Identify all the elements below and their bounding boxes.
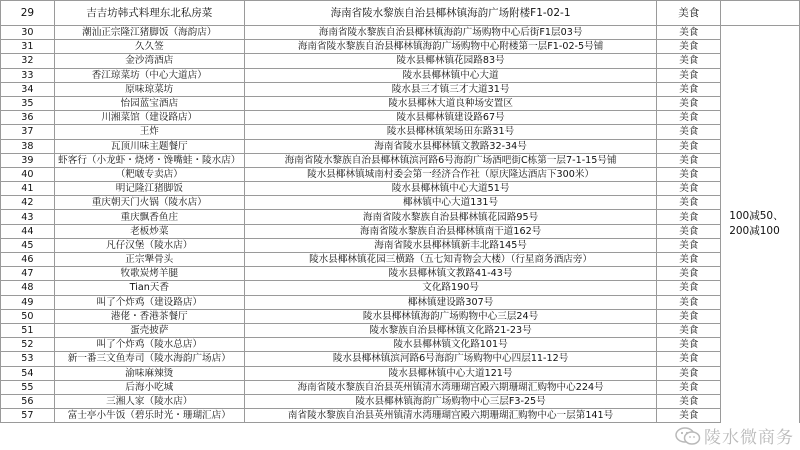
- category: 美食: [657, 380, 721, 394]
- row-number: 36: [1, 111, 55, 125]
- table-row: [1, 366, 800, 380]
- merchant-address: 陵水县椰林镇中心大道51号: [244, 182, 657, 196]
- table-row: [1, 210, 800, 224]
- row-number: 31: [1, 40, 55, 54]
- row-number: 29: [1, 1, 55, 26]
- row-number: 54: [1, 366, 55, 380]
- table-row: [1, 182, 800, 196]
- table-row: [1, 111, 800, 125]
- merchant-name: 久久签: [54, 40, 244, 54]
- table-row: [1, 1, 800, 26]
- watermark: [673, 423, 796, 448]
- row-number: 49: [1, 295, 55, 309]
- table-row: [1, 139, 800, 153]
- category: 美食: [657, 1, 721, 26]
- merchant-name: 潮汕正宗隆江猪脚饭（海韵店）: [54, 26, 244, 40]
- discount-empty-cell: [721, 1, 800, 26]
- table-row: [1, 125, 800, 139]
- table-row: [1, 409, 800, 423]
- category: 美食: [657, 111, 721, 125]
- table-row: [1, 394, 800, 408]
- table-row: [1, 153, 800, 167]
- table-body: [1, 1, 800, 423]
- merchant-address: 陵水县椰林镇文化路101号: [244, 338, 657, 352]
- merchant-address: 陵水县椰林镇建设路67号: [244, 111, 657, 125]
- merchant-address: 陵水县椰林镇海韵广场购物中心三层F3-25号: [244, 394, 657, 408]
- category: 美食: [657, 267, 721, 281]
- table-row: [1, 267, 800, 281]
- category: 美食: [657, 309, 721, 323]
- row-number: 55: [1, 380, 55, 394]
- table-row: [1, 224, 800, 238]
- merchant-name: 金沙湾酒店: [54, 54, 244, 68]
- discount-note: 100减50、200减100: [721, 26, 800, 423]
- merchant-address: 陵水县椰林镇中心大道: [244, 68, 657, 82]
- table-row: [1, 82, 800, 96]
- merchant-address: 椰林镇中心大道131号: [244, 196, 657, 210]
- merchant-address: 陵水县椰林镇架场田东路31号: [244, 125, 657, 139]
- merchant-name: 吉吉坊韩式料理东北私房菜: [54, 1, 244, 26]
- row-number: 50: [1, 309, 55, 323]
- row-number: 32: [1, 54, 55, 68]
- row-number: 56: [1, 394, 55, 408]
- table-row: [1, 352, 800, 366]
- row-number: 47: [1, 267, 55, 281]
- merchant-address: 陵水县椰林镇滨河路6号海韵广场购物中心四层11-12号: [244, 352, 657, 366]
- merchant-address: 陵水县椰林镇城南村委会第一经济合作社（原庆隆达酒店下300米）: [244, 167, 657, 181]
- merchant-address: 海南省陵水黎族自治县椰林镇花园路95号: [244, 210, 657, 224]
- merchant-name: 渝味麻辣烫: [54, 366, 244, 380]
- row-number: 39: [1, 153, 55, 167]
- table-row: [1, 309, 800, 323]
- row-number: 43: [1, 210, 55, 224]
- merchant-name: 王炸: [54, 125, 244, 139]
- merchant-address: 海南省陵水黎族自治县椰林镇海韵广场附楼F1-02-1: [244, 1, 657, 26]
- merchant-address: 椰林镇建设路307号: [244, 295, 657, 309]
- merchant-name: 叫了个炸鸡（建设路店）: [54, 295, 244, 309]
- category: 美食: [657, 153, 721, 167]
- table-row: [1, 54, 800, 68]
- watermark-text: 陵水微商务: [704, 428, 794, 448]
- table-row: [1, 323, 800, 337]
- category: 美食: [657, 253, 721, 267]
- row-number: 48: [1, 281, 55, 295]
- row-number: 45: [1, 238, 55, 252]
- category: 美食: [657, 295, 721, 309]
- category: 美食: [657, 238, 721, 252]
- table-row: [1, 238, 800, 252]
- category: 美食: [657, 54, 721, 68]
- merchant-address: 陵水黎族自治县椰林镇文化路21-23号: [244, 323, 657, 337]
- merchant-name: 老板炒菜: [54, 224, 244, 238]
- row-number: 37: [1, 125, 55, 139]
- row-number: 52: [1, 338, 55, 352]
- category: 美食: [657, 210, 721, 224]
- table-row: [1, 40, 800, 54]
- merchant-address: 陵水县椰林镇中心大道121号: [244, 366, 657, 380]
- category: 美食: [657, 409, 721, 423]
- category: 美食: [657, 323, 721, 337]
- category: 美食: [657, 338, 721, 352]
- row-number: 51: [1, 323, 55, 337]
- merchant-address: 海南省陵水县椰林镇文教路32-34号: [244, 139, 657, 153]
- category: 美食: [657, 182, 721, 196]
- category: 美食: [657, 139, 721, 153]
- category: 美食: [657, 96, 721, 110]
- row-number: 41: [1, 182, 55, 196]
- row-number: 46: [1, 253, 55, 267]
- row-number: 42: [1, 196, 55, 210]
- merchant-address: 陵水县椰林镇花园路83号: [244, 54, 657, 68]
- row-number: 33: [1, 68, 55, 82]
- merchant-address: 海南省陵水黎族自治县椰林镇滨河路6号海韵广场酒吧街C栋第一层7-1-15号铺: [244, 153, 657, 167]
- merchant-address: 陵水县椰林镇文教路41-43号: [244, 267, 657, 281]
- merchant-name: 重庆朝天门火锅（陵水店）: [54, 196, 244, 210]
- category: 美食: [657, 125, 721, 139]
- table-row: [1, 68, 800, 82]
- category: 美食: [657, 366, 721, 380]
- merchant-address: 陵水县椰林大道良种场安置区: [244, 96, 657, 110]
- merchant-address: 海南省陵水县椰林镇新丰北路145号: [244, 238, 657, 252]
- category: 美食: [657, 281, 721, 295]
- merchant-address: 南省陵水黎族自治县英州镇清水湾珊瑚宫殿六期珊瑚汇购物中心一层第141号: [244, 409, 657, 423]
- table-row: [1, 26, 800, 40]
- merchant-address: 陵水县椰林镇海韵广场购物中心三层24号: [244, 309, 657, 323]
- wechat-icon: [675, 427, 701, 445]
- table-row: [1, 253, 800, 267]
- category: 美食: [657, 26, 721, 40]
- merchant-address: 陵水县三才镇三才大道31号: [244, 82, 657, 96]
- category: 美食: [657, 167, 721, 181]
- merchant-name: 怡园蓝宝酒店: [54, 96, 244, 110]
- merchant-name: 富士亭小牛饭（碧乐时光・珊瑚汇店）: [54, 409, 244, 423]
- merchant-name: Tian天香: [54, 281, 244, 295]
- merchant-address: 海南省陵水黎族自治县椰林镇海韵广场购物中心附楼第一层F1-02-5号铺: [244, 40, 657, 54]
- table-row: [1, 96, 800, 110]
- table-row: [1, 281, 800, 295]
- merchant-address: 海南省陵水黎族自治县椰林镇海韵广场购物中心后街F1层03号: [244, 26, 657, 40]
- merchant-name: 叫了个炸鸡（陵水总店）: [54, 338, 244, 352]
- category: 美食: [657, 224, 721, 238]
- merchant-name: 瓦顶川味主题餐厅: [54, 139, 244, 153]
- table-row: [1, 338, 800, 352]
- row-number: 44: [1, 224, 55, 238]
- merchant-name: 重庆飘香鱼庄: [54, 210, 244, 224]
- merchant-address: 文化路190号: [244, 281, 657, 295]
- merchant-name: 三湘人家（陵水店）: [54, 394, 244, 408]
- merchant-name: 原味琼菜坊: [54, 82, 244, 96]
- merchant-name: （粑啵专卖店）: [54, 167, 244, 181]
- merchant-name: 牧歌炭烤羊腿: [54, 267, 244, 281]
- merchant-name: 凡仔汉堡（陵水店）: [54, 238, 244, 252]
- table-row: [1, 167, 800, 181]
- table-row: [1, 196, 800, 210]
- row-number: 35: [1, 96, 55, 110]
- merchant-name: 虾客行（小龙虾・烧烤・馋嘴蛙・陵水店）: [54, 153, 244, 167]
- category: 美食: [657, 394, 721, 408]
- category: 美食: [657, 40, 721, 54]
- row-number: 38: [1, 139, 55, 153]
- merchant-address: 陵水县椰林镇花园三横路（五七知青物会大楼）（行星商务酒店旁）: [244, 253, 657, 267]
- category: 美食: [657, 68, 721, 82]
- table-row: [1, 295, 800, 309]
- row-number: 40: [1, 167, 55, 181]
- row-number: 53: [1, 352, 55, 366]
- merchant-name: 新一番三文鱼寿司（陵水海韵广场店）: [54, 352, 244, 366]
- merchant-address: 海南省陵水黎族自治县英州镇清水湾珊瑚宫殿六期珊瑚汇购物中心224号: [244, 380, 657, 394]
- merchant-address: 海南省陵水黎族自治县椰林镇南干道162号: [244, 224, 657, 238]
- merchant-name: 后海小吃城: [54, 380, 244, 394]
- row-number: 57: [1, 409, 55, 423]
- category: 美食: [657, 82, 721, 96]
- merchant-name: 川湘菜馆（建设路店）: [54, 111, 244, 125]
- category: 美食: [657, 196, 721, 210]
- row-number: 34: [1, 82, 55, 96]
- merchant-name: 明记隆江猪脚饭: [54, 182, 244, 196]
- row-number: 30: [1, 26, 55, 40]
- merchant-name: 正宗犟骨头: [54, 253, 244, 267]
- table-row: [1, 380, 800, 394]
- merchant-name: 香江琼菜坊（中心大道店）: [54, 68, 244, 82]
- merchant-name: 港佬・香港茶餐厅: [54, 309, 244, 323]
- category: 美食: [657, 352, 721, 366]
- merchant-name: 蛋壳披萨: [54, 323, 244, 337]
